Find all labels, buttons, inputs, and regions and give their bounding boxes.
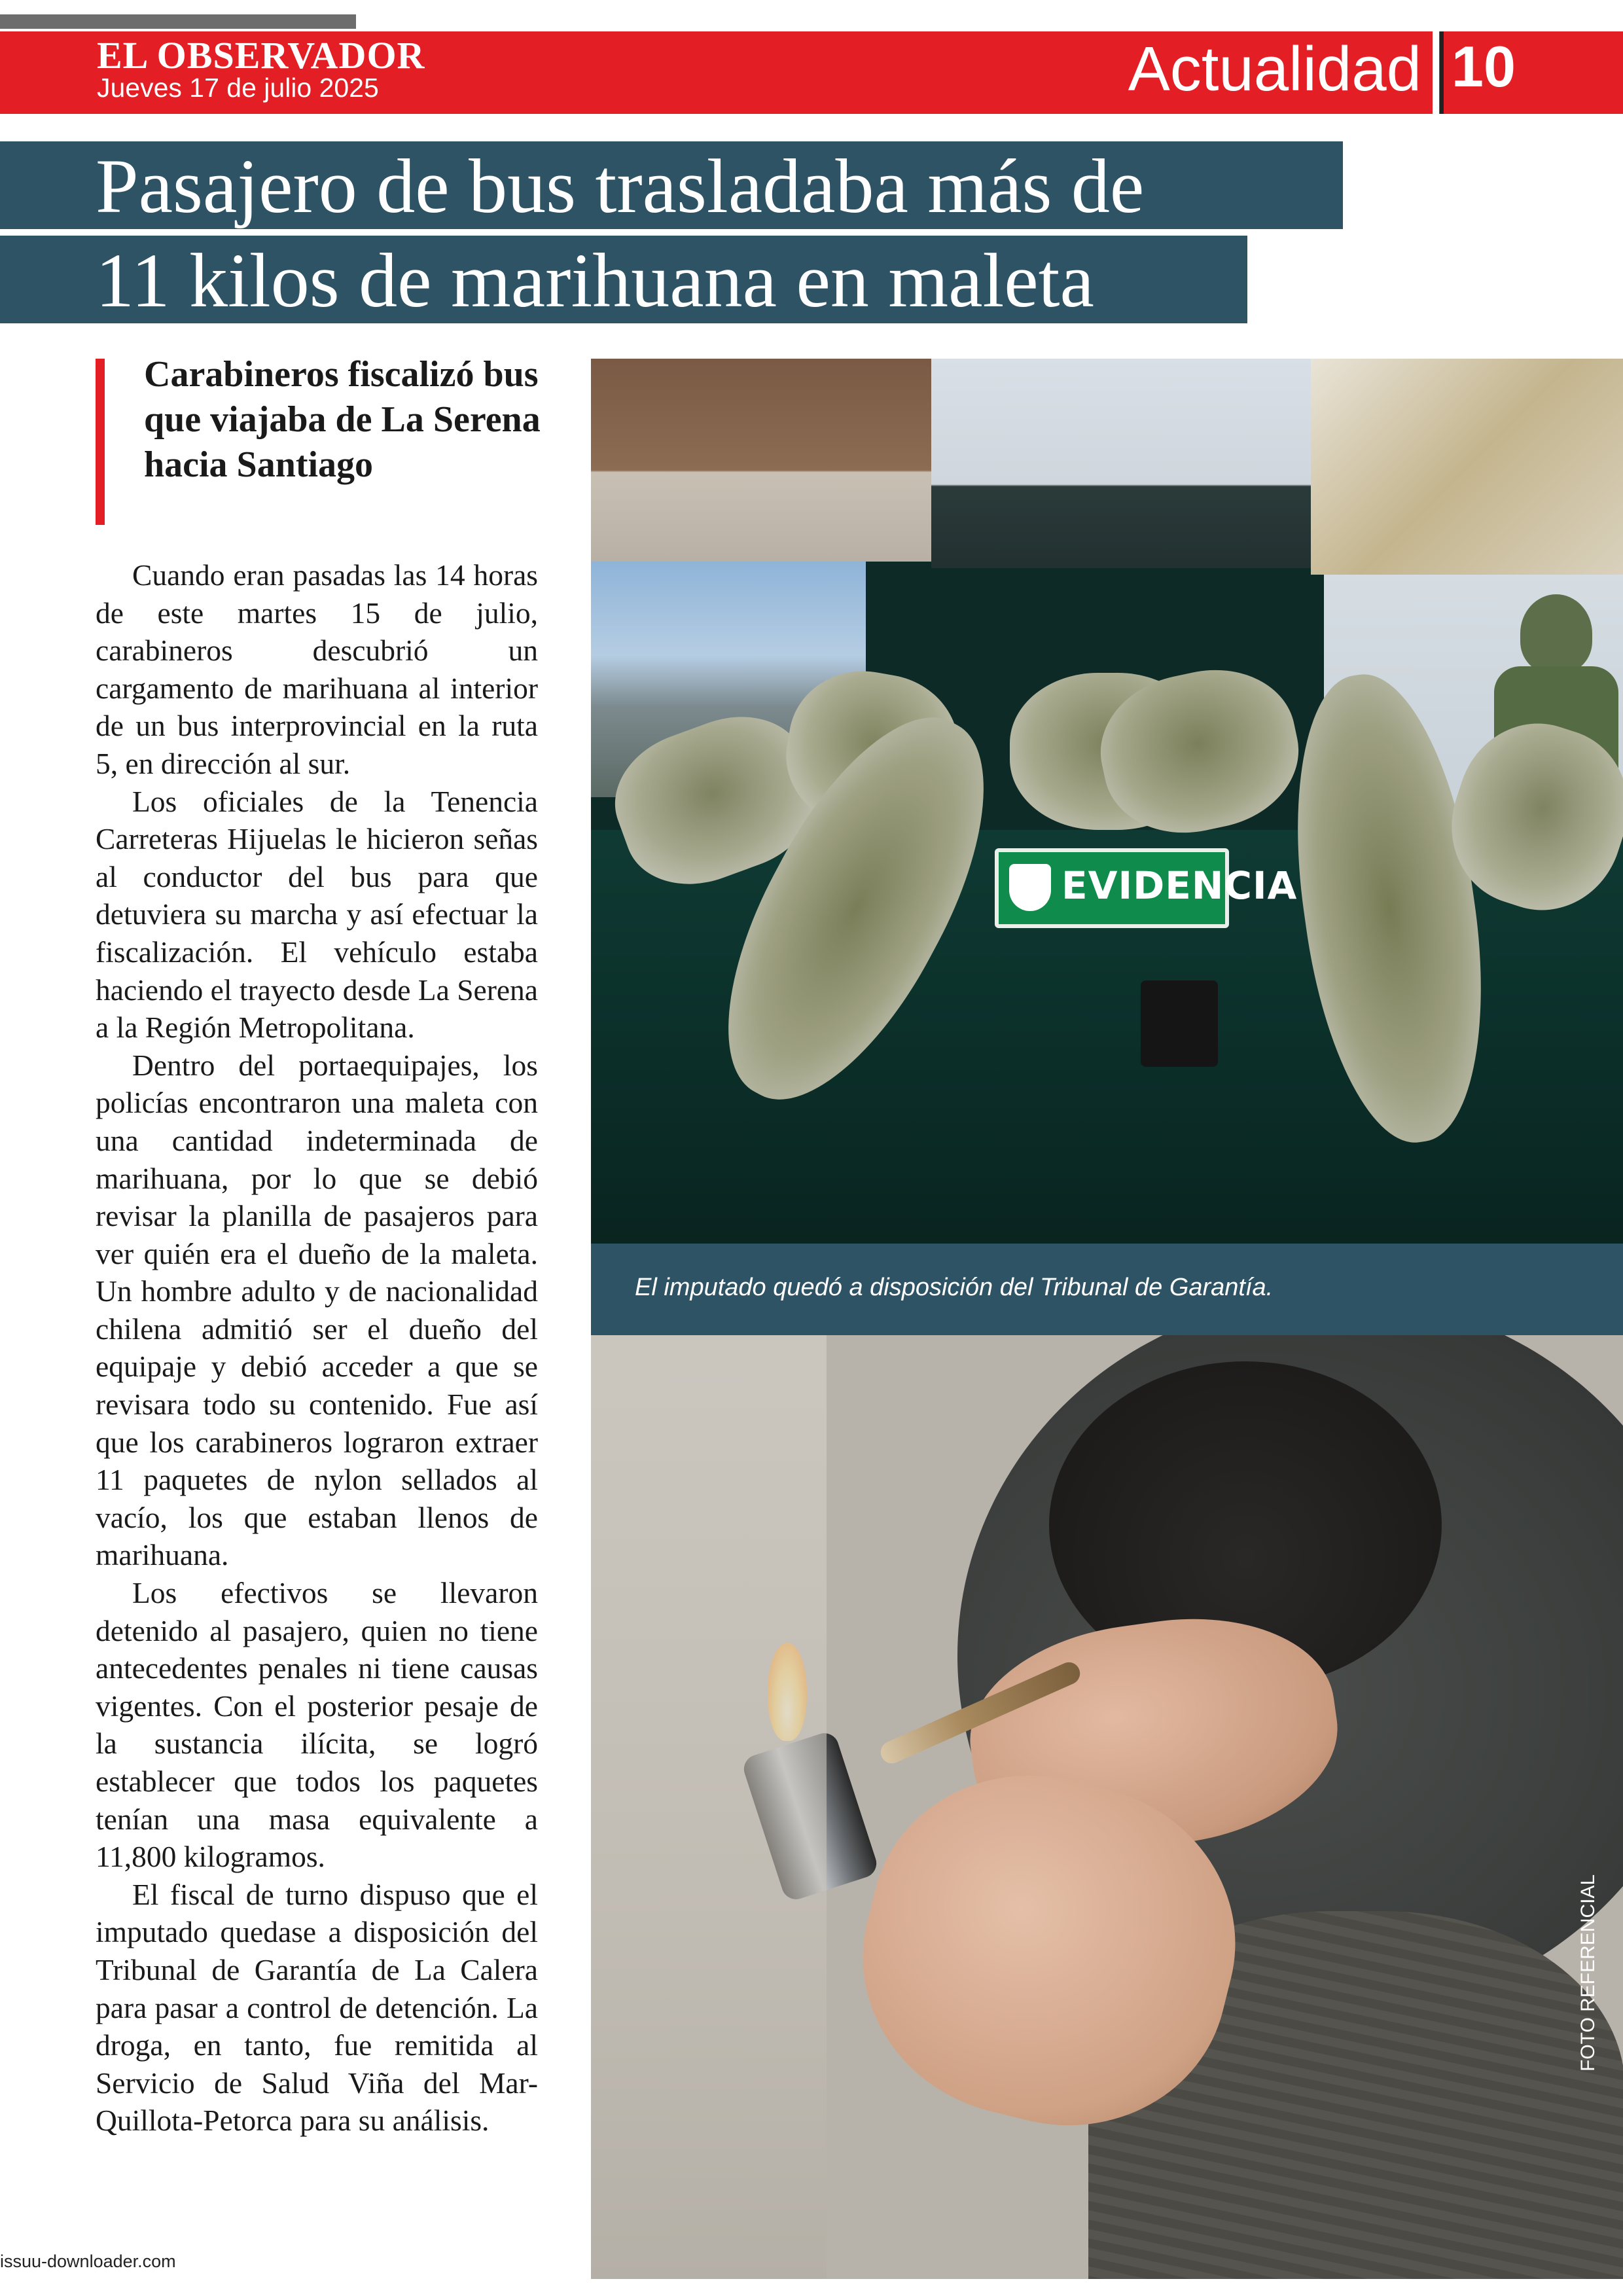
paragraph: Cuando eran pasadas las 14 horas de este martes 15 de julio, carabineros descubrió un cargamento de marihuana al interior de un bus interprovincial en la ruta 5, en dirección al sur.: [96, 558, 538, 780]
phone-on-table: [1141, 980, 1218, 1067]
evidence-sign-text: EVIDENCIA: [1061, 863, 1298, 908]
issue-date: Jueves 17 de julio 2025: [97, 73, 379, 103]
subhead: Carabineros fiscalizó bus que viajaba de La Serena hacia Santiago: [144, 354, 541, 485]
section-divider-shadow: [1440, 31, 1444, 114]
paragraph: Los oficiales de la Tenencia Carreteras Hijuelas le hicieron señas al conductor del bus para que detuviera su marcha y así efectuar la fiscalización. El vehículo estaba haciendo el trayecto desde La Serena a la Región Metropolitana.: [96, 784, 538, 1045]
evidence-photo: [591, 359, 1623, 1244]
headline-line-1: Pasajero de bus trasladaba más de: [96, 143, 1145, 229]
collage-panel: [931, 359, 1311, 568]
section-name: Actualidad: [1128, 34, 1421, 104]
paragraph: Los efectivos se llevaron detenido al pasajero, quien no tiene antecedentes penales ni tiene causas vigentes. Con el posterior pesaje de la sustancia ilícita, se logró establecer que todos los paquetes tenían una masa equivalente a 11,800 kilogramos.: [96, 1576, 538, 1874]
background-wall: [591, 1335, 827, 2279]
photo-caption: El imputado quedó a disposición del Tribunal de Garantía.: [635, 1274, 1274, 1301]
source-watermark: issuu-downloader.com: [0, 2251, 176, 2271]
article-body: [96, 556, 538, 2140]
collage-panel: [1311, 359, 1623, 575]
photo-credit: [1577, 1993, 1599, 2072]
officer-figure: [1520, 594, 1592, 673]
headline-line-2: 11 kilos de marihuana en maleta: [96, 238, 1094, 323]
masthead-top-rule: [0, 14, 356, 29]
collage-panel: [591, 359, 931, 562]
page-number: 10: [1452, 34, 1516, 99]
reference-photo: [591, 1335, 1623, 2279]
evidence-sign: [995, 848, 1298, 928]
section-divider: [1433, 31, 1439, 114]
carabineros-badge-icon: [1009, 864, 1051, 911]
paragraph: Dentro del portaequipajes, los policías encontraron una maleta con una cantidad indeterminada de marihuana, por lo que se debió revisar la planilla de pasajeros para ver quién era el dueño de la maleta. Un hombre adulto y de nacionalidad chilena admitió ser el dueño del equipaje y debió acceder a que se revisara todo su contenido. Fue así que los carabineros lograron extraer 11 paquetes de nylon sellados al vacío, los que estaban llenos de marihuana.: [96, 1048, 538, 1572]
paper-name: EL OBSERVADOR: [97, 34, 425, 77]
subhead-accent-rule: [96, 359, 105, 525]
paragraph: El fiscal de turno dispuso que el imputado quedase a disposición del Tribunal de Garantía de La Calera para pasar a control de detención. La droga, en tanto, fue remitida al Servicio de Salud Viña del Mar-Quillota-Petorca para su análisis.: [96, 1877, 538, 2138]
